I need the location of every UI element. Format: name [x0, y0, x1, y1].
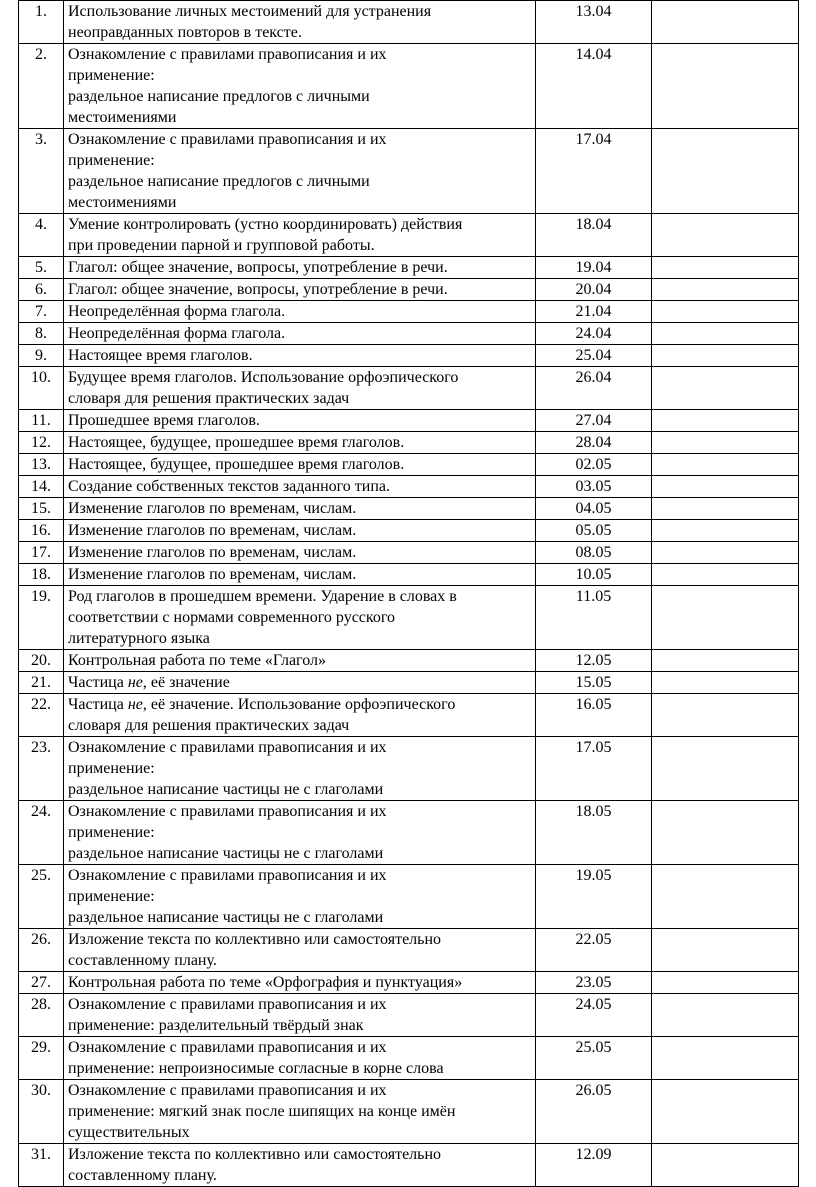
lesson-number: 20.	[19, 650, 64, 672]
lesson-notes-cell	[652, 542, 799, 564]
lesson-topic-line	[68, 801, 531, 822]
lesson-topic-line	[68, 476, 531, 497]
lesson-number: 25.	[19, 865, 64, 929]
lesson-topic	[64, 650, 536, 672]
table-row	[19, 564, 799, 586]
lesson-topic-text: Частица	[68, 696, 128, 713]
lesson-notes-cell	[652, 1080, 799, 1144]
lesson-topic-line	[68, 150, 531, 171]
lesson-topic-text: составленному плану.	[68, 1167, 217, 1184]
table-row	[19, 476, 799, 498]
lesson-number: 13.	[19, 454, 64, 476]
lesson-topic-text: применение:	[68, 152, 155, 169]
lesson-topic-text: раздельное написание предлогов с личными	[68, 88, 370, 105]
lesson-topic-text: применение:	[68, 824, 155, 841]
table-row	[19, 542, 799, 564]
lesson-number: 31.	[19, 1144, 64, 1187]
lesson-date: 12.09	[536, 1144, 652, 1187]
lesson-topic-line	[68, 323, 531, 344]
lesson-topic	[64, 214, 536, 257]
lesson-topic-text: раздельное написание частицы не с глаголами	[68, 845, 384, 862]
lesson-topic-line	[68, 628, 531, 649]
table-row	[19, 1, 799, 44]
lesson-topic-text: Ознакомление с правилами правописания и их	[68, 1082, 387, 1099]
table-row	[19, 410, 799, 432]
table-row	[19, 929, 799, 972]
table-row	[19, 432, 799, 454]
lesson-topic-line	[68, 498, 531, 519]
table-row	[19, 323, 799, 345]
lesson-topic-text: , её значение	[142, 674, 230, 691]
lesson-topic	[64, 432, 536, 454]
lesson-number: 8.	[19, 323, 64, 345]
lesson-notes-cell	[652, 650, 799, 672]
lesson-number: 26.	[19, 929, 64, 972]
lesson-topic-text: Создание собственных текстов заданного типа.	[68, 478, 391, 495]
lesson-topic	[64, 994, 536, 1037]
lesson-topic-text: раздельное написание частицы не с глаголами	[68, 781, 384, 798]
lesson-number: 28.	[19, 994, 64, 1037]
lesson-topic	[64, 564, 536, 586]
lesson-topic-line	[68, 279, 531, 300]
lesson-topic-text: Частица	[68, 674, 128, 691]
lesson-date: 24.05	[536, 994, 652, 1037]
lesson-topic-emphasis: не	[127, 674, 143, 691]
lesson-topic-text: раздельное написание предлогов с личными	[68, 173, 370, 190]
lesson-topic-line	[68, 192, 531, 213]
table-row	[19, 672, 799, 694]
lesson-topic-line	[68, 171, 531, 192]
lesson-topic	[64, 929, 536, 972]
lesson-topic-line	[68, 1015, 531, 1036]
lesson-topic-line	[68, 1058, 531, 1079]
lesson-topic	[64, 865, 536, 929]
lesson-topic	[64, 586, 536, 650]
lesson-number: 23.	[19, 737, 64, 801]
lesson-date: 28.04	[536, 432, 652, 454]
lesson-topic	[64, 1037, 536, 1080]
lesson-topic-text: соответствии с нормами современного русского	[68, 609, 396, 626]
lesson-notes-cell	[652, 301, 799, 323]
lesson-topic-text: Ознакомление с правилами правописания и их	[68, 46, 387, 63]
lesson-notes-cell	[652, 1, 799, 44]
lesson-topic-text: Изложение текста по коллективно или самостоятельно	[68, 1146, 442, 1163]
lesson-number: 4.	[19, 214, 64, 257]
table-row	[19, 737, 799, 801]
lesson-date: 14.04	[536, 44, 652, 129]
lesson-topic-line	[68, 1144, 531, 1165]
lesson-topic-line	[68, 1, 531, 22]
table-row	[19, 801, 799, 865]
lesson-topic	[64, 345, 536, 367]
lesson-topic-line	[68, 129, 531, 150]
lesson-date: 24.04	[536, 323, 652, 345]
lesson-topic-text: Глагол: общее значение, вопросы, употребление в речи.	[68, 281, 448, 298]
lesson-topic-line	[68, 672, 531, 693]
table-row	[19, 301, 799, 323]
lesson-topic-line	[68, 107, 531, 128]
lesson-notes-cell	[652, 972, 799, 994]
lesson-number: 30.	[19, 1080, 64, 1144]
lesson-notes-cell	[652, 1037, 799, 1080]
lesson-topic-line	[68, 301, 531, 322]
lesson-number: 14.	[19, 476, 64, 498]
lesson-topic-text: Ознакомление с правилами правописания и их	[68, 131, 387, 148]
lesson-date: 15.05	[536, 672, 652, 694]
table-row	[19, 345, 799, 367]
lesson-plan-table	[18, 0, 799, 1187]
table-row	[19, 520, 799, 542]
lesson-number: 18.	[19, 564, 64, 586]
lesson-topic-text: Ознакомление с правилами правописания и их	[68, 867, 387, 884]
lesson-topic-line	[68, 950, 531, 971]
lesson-topic-line	[68, 520, 531, 541]
lesson-date: 18.05	[536, 801, 652, 865]
lesson-topic-line	[68, 1101, 531, 1122]
lesson-number: 21.	[19, 672, 64, 694]
lesson-notes-cell	[652, 454, 799, 476]
table-row	[19, 1080, 799, 1144]
lesson-topic	[64, 323, 536, 345]
lesson-topic-line	[68, 257, 531, 278]
lesson-topic-text: применение: разделительный твёрдый знак	[68, 1017, 364, 1034]
lesson-topic-text: Контрольная работа по теме «Глагол»	[68, 652, 326, 669]
lesson-number: 17.	[19, 542, 64, 564]
lesson-topic-text: Ознакомление с правилами правописания и их	[68, 739, 387, 756]
lesson-topic	[64, 520, 536, 542]
lesson-notes-cell	[652, 994, 799, 1037]
lesson-date: 03.05	[536, 476, 652, 498]
lesson-topic-line	[68, 694, 531, 715]
table-row	[19, 972, 799, 994]
lesson-topic-line	[68, 65, 531, 86]
lesson-date: 19.04	[536, 257, 652, 279]
lesson-topic	[64, 694, 536, 737]
lesson-topic	[64, 737, 536, 801]
lesson-date: 18.04	[536, 214, 652, 257]
lesson-topic-text: Использование личных местоимений для устранения	[68, 3, 432, 20]
table-row	[19, 367, 799, 410]
lesson-notes-cell	[652, 865, 799, 929]
lesson-topic	[64, 1144, 536, 1187]
lesson-date: 04.05	[536, 498, 652, 520]
lesson-topic	[64, 257, 536, 279]
lesson-topic	[64, 542, 536, 564]
lesson-topic	[64, 1, 536, 44]
lesson-topic-text: неоправданных повторов в тексте.	[68, 24, 302, 41]
lesson-number: 27.	[19, 972, 64, 994]
lesson-date: 12.05	[536, 650, 652, 672]
lesson-topic-line	[68, 843, 531, 864]
lesson-notes-cell	[652, 498, 799, 520]
lesson-topic-line	[68, 44, 531, 65]
lesson-topic-line	[68, 542, 531, 563]
lesson-topic-text: Глагол: общее значение, вопросы, употребление в речи.	[68, 259, 448, 276]
lesson-date: 17.05	[536, 737, 652, 801]
lesson-date: 23.05	[536, 972, 652, 994]
lesson-topic-line	[68, 214, 531, 235]
lesson-topic	[64, 301, 536, 323]
lesson-topic-line	[68, 1122, 531, 1143]
table-row	[19, 498, 799, 520]
lesson-topic-line	[68, 432, 531, 453]
lesson-date: 22.05	[536, 929, 652, 972]
lesson-notes-cell	[652, 672, 799, 694]
lesson-topic-text: местоимениями	[68, 109, 177, 126]
lesson-number: 2.	[19, 44, 64, 129]
lesson-topic-text: словаря для решения практических задач	[68, 717, 350, 734]
table-row	[19, 1037, 799, 1080]
lesson-notes-cell	[652, 257, 799, 279]
table-row	[19, 1144, 799, 1187]
table-row	[19, 865, 799, 929]
table-row	[19, 994, 799, 1037]
table-row	[19, 279, 799, 301]
lesson-date: 11.05	[536, 586, 652, 650]
lesson-topic-text: , её значение. Использование орфоэпического	[142, 696, 456, 713]
lesson-topic-text: составленному плану.	[68, 952, 217, 969]
lesson-topic-line	[68, 737, 531, 758]
lesson-notes-cell	[652, 564, 799, 586]
lesson-topic	[64, 476, 536, 498]
table-row	[19, 454, 799, 476]
lesson-notes-cell	[652, 432, 799, 454]
lesson-date: 13.04	[536, 1, 652, 44]
lesson-number: 12.	[19, 432, 64, 454]
table-row	[19, 214, 799, 257]
lesson-notes-cell	[652, 476, 799, 498]
lesson-topic-line	[68, 22, 531, 43]
lesson-notes-cell	[652, 129, 799, 214]
lesson-number: 10.	[19, 367, 64, 410]
lesson-number: 15.	[19, 498, 64, 520]
lesson-topic-text: Настоящее время глаголов.	[68, 347, 253, 364]
lesson-topic-text: Ознакомление с правилами правописания и их	[68, 996, 387, 1013]
lesson-notes-cell	[652, 737, 799, 801]
lesson-topic-emphasis: не	[127, 696, 143, 713]
lesson-date: 16.05	[536, 694, 652, 737]
lesson-topic	[64, 1080, 536, 1144]
lesson-topic-text: местоимениями	[68, 194, 177, 211]
lesson-topic-line	[68, 607, 531, 628]
lesson-topic-line	[68, 564, 531, 585]
lesson-topic-text: Настоящее, будущее, прошедшее время глаголов.	[68, 456, 405, 473]
lesson-topic	[64, 129, 536, 214]
lesson-topic-line	[68, 388, 531, 409]
lesson-date: 26.05	[536, 1080, 652, 1144]
lesson-topic-line	[68, 822, 531, 843]
lesson-topic-text: применение: мягкий знак после шипящих на конце имён	[68, 1103, 456, 1120]
lesson-date: 25.04	[536, 345, 652, 367]
lesson-number: 6.	[19, 279, 64, 301]
lesson-number: 5.	[19, 257, 64, 279]
table-row	[19, 650, 799, 672]
lesson-topic	[64, 498, 536, 520]
lesson-date: 02.05	[536, 454, 652, 476]
lesson-number: 3.	[19, 129, 64, 214]
lesson-notes-cell	[652, 44, 799, 129]
lesson-topic	[64, 972, 536, 994]
lesson-topic-text: Изложение текста по коллективно или самостоятельно	[68, 931, 442, 948]
lesson-topic-text: Изменение глаголов по временам, числам.	[68, 500, 357, 517]
lesson-topic	[64, 801, 536, 865]
lesson-topic-text: Настоящее, будущее, прошедшее время глаголов.	[68, 434, 405, 451]
lesson-notes-cell	[652, 801, 799, 865]
lesson-topic-line	[68, 907, 531, 928]
lesson-topic-line	[68, 1037, 531, 1058]
lesson-notes-cell	[652, 586, 799, 650]
lesson-topic-text: Изменение глаголов по временам, числам.	[68, 544, 357, 561]
lesson-topic-text: применение: непроизносимые согласные в корне слова	[68, 1060, 444, 1077]
lesson-notes-cell	[652, 279, 799, 301]
lesson-date: 08.05	[536, 542, 652, 564]
lesson-topic-text: Неопределённая форма глагола.	[68, 325, 286, 342]
lesson-date: 17.04	[536, 129, 652, 214]
lesson-number: 7.	[19, 301, 64, 323]
lesson-number: 1.	[19, 1, 64, 44]
lesson-topic-text: Прошедшее время глаголов.	[68, 412, 260, 429]
lesson-topic	[64, 410, 536, 432]
lesson-topic-text: словаря для решения практических задач	[68, 390, 350, 407]
table-row	[19, 694, 799, 737]
lesson-topic-text: Изменение глаголов по временам, числам.	[68, 522, 357, 539]
lesson-topic-text: раздельное написание частицы не с глаголами	[68, 909, 384, 926]
table-row	[19, 257, 799, 279]
lesson-number: 9.	[19, 345, 64, 367]
lesson-notes-cell	[652, 520, 799, 542]
lesson-topic-line	[68, 1080, 531, 1101]
lesson-topic-text: Ознакомление с правилами правописания и их	[68, 803, 387, 820]
lesson-topic-line	[68, 994, 531, 1015]
lesson-topic-line	[68, 758, 531, 779]
lesson-topic-line	[68, 779, 531, 800]
lesson-topic-text: Изменение глаголов по временам, числам.	[68, 566, 357, 583]
lesson-date: 10.05	[536, 564, 652, 586]
lesson-number: 22.	[19, 694, 64, 737]
lesson-notes-cell	[652, 323, 799, 345]
lesson-topic-text: Неопределённая форма глагола.	[68, 303, 286, 320]
lesson-topic-line	[68, 586, 531, 607]
lesson-date: 26.04	[536, 367, 652, 410]
lesson-topic-text: Будущее время глаголов. Использование орфоэпического	[68, 369, 459, 386]
lesson-date: 21.04	[536, 301, 652, 323]
lesson-number: 16.	[19, 520, 64, 542]
lesson-notes-cell	[652, 214, 799, 257]
lesson-topic	[64, 44, 536, 129]
lesson-topic-text: Род глаголов в прошедшем времени. Ударение в словах в	[68, 588, 457, 605]
lesson-date: 20.04	[536, 279, 652, 301]
lesson-topic-line	[68, 345, 531, 366]
lesson-topic-line	[68, 886, 531, 907]
lesson-topic-line	[68, 929, 531, 950]
lesson-topic-text: Ознакомление с правилами правописания и их	[68, 1039, 387, 1056]
lesson-topic-text: существительных	[68, 1124, 190, 1141]
lesson-topic-line	[68, 410, 531, 431]
table-row	[19, 44, 799, 129]
lesson-date: 05.05	[536, 520, 652, 542]
lesson-date: 27.04	[536, 410, 652, 432]
lesson-number: 11.	[19, 410, 64, 432]
lesson-topic-text: литературного языка	[68, 630, 210, 647]
lesson-topic-line	[68, 715, 531, 736]
lesson-topic-line	[68, 972, 531, 993]
lesson-topic-text: применение:	[68, 67, 155, 84]
lesson-topic	[64, 672, 536, 694]
lesson-topic	[64, 279, 536, 301]
lesson-number: 24.	[19, 801, 64, 865]
table-row	[19, 129, 799, 214]
lesson-topic-text: Умение контролировать (устно координировать) действия	[68, 216, 463, 233]
lesson-topic-line	[68, 235, 531, 256]
lesson-number: 29.	[19, 1037, 64, 1080]
lesson-topic-line	[68, 650, 531, 671]
lesson-topic	[64, 367, 536, 410]
lesson-date: 19.05	[536, 865, 652, 929]
lesson-notes-cell	[652, 1144, 799, 1187]
lesson-notes-cell	[652, 929, 799, 972]
lesson-notes-cell	[652, 694, 799, 737]
lesson-topic-line	[68, 865, 531, 886]
lesson-topic	[64, 454, 536, 476]
lesson-topic-text: применение:	[68, 760, 155, 777]
lesson-topic-line	[68, 367, 531, 388]
lesson-topic-text: применение:	[68, 888, 155, 905]
table-row	[19, 586, 799, 650]
lesson-plan-body	[19, 1, 799, 1187]
lesson-topic-line	[68, 86, 531, 107]
lesson-topic-text: Контрольная работа по теме «Орфография и пунктуация»	[68, 974, 463, 991]
lesson-date: 25.05	[536, 1037, 652, 1080]
lesson-notes-cell	[652, 345, 799, 367]
lesson-notes-cell	[652, 410, 799, 432]
lesson-topic-line	[68, 454, 531, 475]
lesson-number: 19.	[19, 586, 64, 650]
lesson-notes-cell	[652, 367, 799, 410]
lesson-topic-text: при проведении парной и групповой работы.	[68, 237, 375, 254]
